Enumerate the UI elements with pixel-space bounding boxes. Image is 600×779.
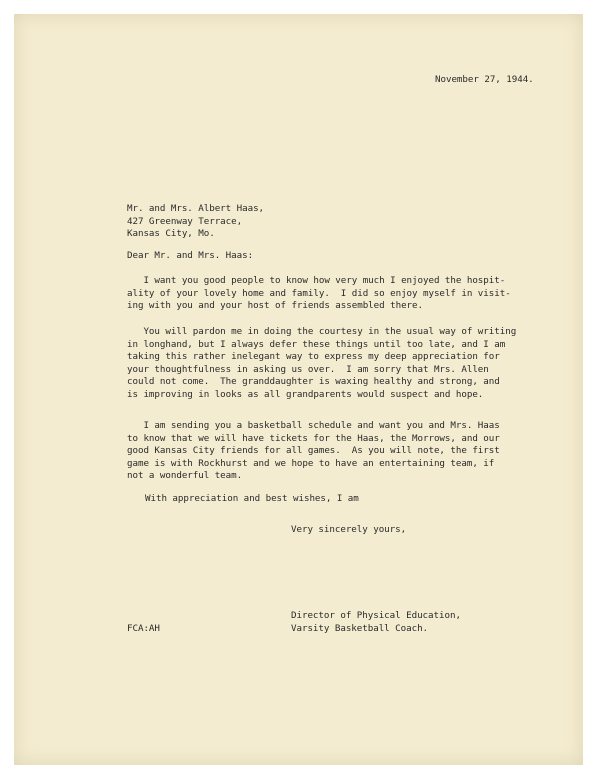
- paragraph-line: to know that we will have tickets for the Haas, the Morrows, and our: [127, 432, 500, 444]
- paragraph-line: your thoughtfulness in asking us over. I am sorry that Mrs. Allen: [127, 363, 489, 375]
- salutation: Dear Mr. and Mrs. Haas:: [127, 250, 254, 261]
- paragraph-line: ality of your lovely home and family. I did so enjoy myself in visit-: [127, 287, 511, 299]
- signature-block: [291, 610, 461, 635]
- paragraph-line: good Kansas City friends for all games. As you will note, the first: [127, 445, 500, 457]
- closing-line: With appreciation and best wishes, I am: [145, 493, 359, 504]
- paragraph-line: is improving in looks as all grandparents would suspect and hope.: [127, 388, 484, 400]
- typed-letter: [14, 14, 583, 765]
- address-line: Kansas City, Mo.: [127, 228, 215, 240]
- complimentary-close: Very sincerely yours,: [291, 524, 407, 535]
- signature-title: Varsity Basketball Coach.: [291, 622, 429, 634]
- paragraph-line: I am sending you a basketball schedule and want you and Mrs. Haas: [127, 420, 500, 431]
- paragraph-line: taking this rather inelegant way to express my deep appreciation for: [127, 351, 500, 363]
- signature-title: Director of Physical Education,: [291, 610, 461, 621]
- recipient-address: [127, 203, 264, 241]
- paragraph-line: not a wonderful team.: [127, 470, 243, 482]
- address-line: 427 Greenway Terrace,: [127, 215, 243, 227]
- paragraph-line: could not come. The granddaughter is waxing healthy and strong, and: [127, 376, 500, 388]
- paragraph-line: I want you good people to know how very much I enjoyed the hospit-: [127, 275, 506, 286]
- paragraph-line: You will pardon me in doing the courtesy in the usual way of writing: [127, 326, 517, 337]
- letter-page: [14, 14, 583, 765]
- paragraph-line: in longhand, but I always defer these things until too late, and I am: [127, 338, 506, 350]
- address-line: Mr. and Mrs. Albert Haas,: [127, 203, 265, 214]
- paragraph-pardon: [127, 326, 537, 402]
- paragraph-hospitality: [127, 275, 537, 313]
- letter-date: November 27, 1944.: [435, 74, 534, 85]
- paragraph-line: game is with Rockhurst and we hope to have an entertaining team, if: [127, 457, 495, 469]
- paragraph-basketball: [127, 420, 537, 483]
- paragraph-line: ing with you and your host of friends assembled there.: [127, 300, 423, 312]
- reference-initials: FCA:AH: [127, 623, 160, 634]
